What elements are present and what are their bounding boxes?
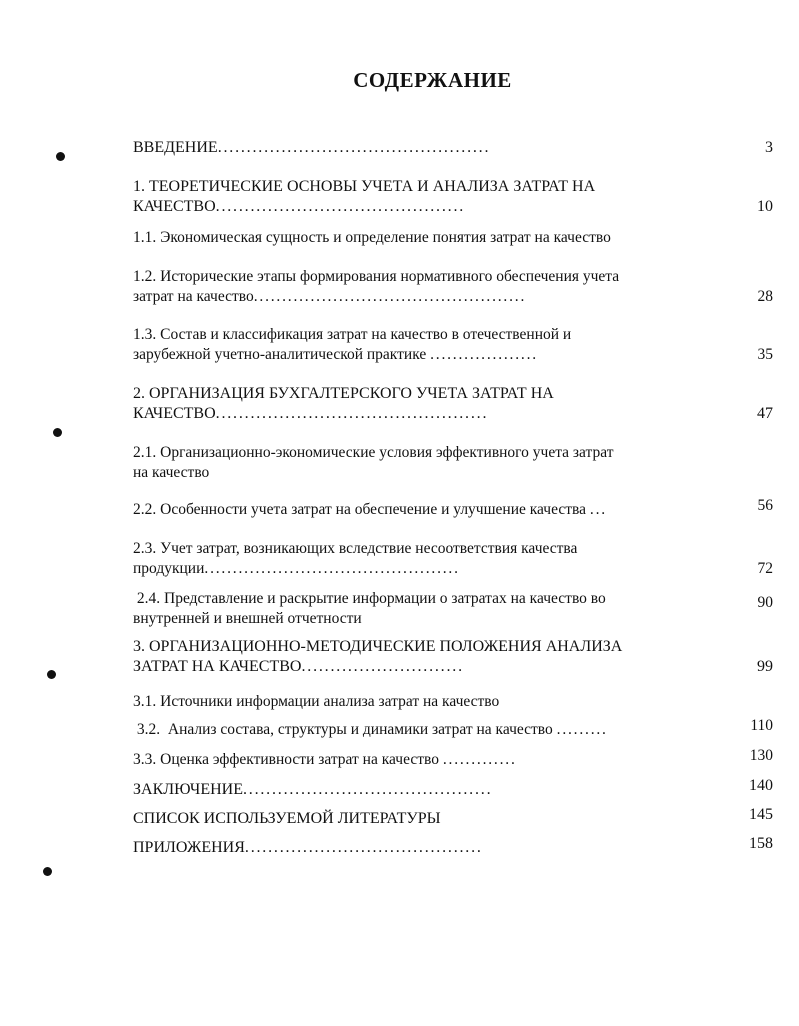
toc-leader-dots: ...............................................: [215, 405, 489, 422]
toc-entry-text-line1: 2.4. Представление и раскрытие информации о затратах на качество во: [133, 590, 606, 607]
toc-entry-chapter-1: [133, 177, 773, 217]
toc-leader-dots: ...........................................: [215, 198, 466, 215]
toc-entry-text: 3.1. Источники информации анализа затрат на качество: [133, 693, 500, 710]
toc-page-number: 110: [750, 717, 773, 734]
toc-entry-section-2-2: [133, 497, 773, 520]
toc-page-number: 35: [757, 346, 773, 363]
toc-entry-text-line1: 1.2. Исторические этапы формирования нормативного обеспечения учета: [133, 268, 620, 285]
toc-leader-dots: ...........................................: [242, 781, 493, 798]
toc-page-number: 99: [757, 658, 773, 675]
toc-entry-text: 2.2. Особенности учета затрат на обеспечение и улучшение качества: [133, 501, 587, 518]
punch-hole-mark: [56, 152, 65, 161]
toc-page-number: 10: [757, 198, 773, 215]
toc-leader-dots: ...................: [430, 346, 538, 363]
toc-entry-text-line1: 2.3. Учет затрат, возникающих вследствие несоответствия качества: [133, 540, 578, 557]
toc-entry-text-line1: 2.1. Организационно-экономические условия эффективного учета затрат: [133, 444, 614, 461]
toc-entry-section-2-1: [133, 443, 773, 483]
toc-entry-section-1-1: [133, 228, 773, 248]
toc-entry-text: ПРИЛОЖЕНИЯ: [133, 839, 245, 856]
toc-entry-text: ЗАТРАТ НА КАЧЕСТВО: [133, 658, 302, 675]
toc-leader-dots: .............................................: [204, 560, 460, 577]
toc-entry-section-2-4: [133, 589, 773, 629]
toc-entry-text-line1: 3. ОРГАНИЗАЦИОННО-МЕТОДИЧЕСКИЕ ПОЛОЖЕНИЯ АНАЛИЗА: [133, 638, 623, 655]
toc-entry-section-1-2: [133, 267, 773, 307]
toc-entry-section-1-3: [133, 325, 773, 365]
toc-page-number: 56: [757, 497, 773, 514]
toc-entry-conclusion: [133, 777, 773, 800]
toc-entry-text: СПИСОК ИСПОЛЬЗУЕМОЙ ЛИТЕРАТУРЫ: [133, 810, 441, 827]
punch-hole-mark: [47, 670, 56, 679]
toc-page-number: 3: [765, 139, 773, 156]
toc-entry-section-3-3: [133, 747, 773, 770]
toc-page-number: 72: [757, 560, 773, 577]
toc-entry-text-line1: 1. ТЕОРЕТИЧЕСКИЕ ОСНОВЫ УЧЕТА И АНАЛИЗА ЗАТРАТ НА: [133, 178, 596, 195]
toc-entry-text: КАЧЕСТВО: [133, 405, 216, 422]
toc-entry-text: продукции: [133, 560, 205, 577]
toc-entry-section-3-2: [133, 717, 773, 740]
toc-entry-section-2-3: [133, 539, 773, 579]
toc-page-number: 28: [757, 288, 773, 305]
toc-leader-dots: ...............................................: [217, 139, 491, 156]
toc-entry-section-3-1: [133, 692, 773, 712]
toc-entry-text: внутренней и внешней отчетности: [133, 610, 362, 627]
toc-entry-text: затрат на качество: [133, 288, 254, 305]
page-title: СОДЕРЖАНИЕ: [353, 68, 512, 92]
toc-entry-bibliography: [133, 806, 773, 829]
punch-hole-mark: [43, 867, 52, 876]
toc-entry-text: 3.3. Оценка эффективности затрат на качество: [133, 751, 439, 768]
toc-entry-chapter-2: [133, 384, 773, 424]
toc-leader-dots: .........: [556, 721, 608, 738]
toc-entry-text-line1: 2. ОРГАНИЗАЦИЯ БУХГАЛТЕРСКОГО УЧЕТА ЗАТРАТ НА: [133, 385, 554, 402]
toc-page-number: 47: [757, 405, 773, 422]
toc-page-number: 145: [749, 806, 773, 823]
toc-entry-introduction: [133, 138, 773, 158]
toc-entry-text: КАЧЕСТВО: [133, 198, 216, 215]
toc-entry-appendices: [133, 835, 773, 858]
toc-page-number: 130: [749, 747, 773, 764]
toc-entry-chapter-3: [133, 637, 773, 677]
toc-leader-dots: .........................................: [244, 839, 483, 856]
toc-entry-text: 3.2. Анализ состава, структуры и динамики затрат на качество: [133, 721, 553, 738]
toc-leader-dots: ................................................: [253, 288, 527, 305]
toc-entry-text: 1.1. Экономическая сущность и определение понятия затрат на качество: [133, 229, 611, 246]
toc-entry-text: на качество: [133, 464, 210, 481]
toc-leader-dots: ............................: [301, 658, 464, 675]
toc-entry-text: зарубежной учетно-аналитической практике: [133, 346, 427, 363]
toc-entry-text: ЗАКЛЮЧЕНИЕ: [133, 781, 243, 798]
toc-entry-text: ВВЕДЕНИЕ: [133, 139, 218, 156]
toc-leader-dots: ...: [589, 501, 607, 518]
toc-leader-dots: .............: [442, 751, 517, 768]
toc-entry-text-line1: 1.3. Состав и классификация затрат на качество в отечественной и: [133, 326, 572, 343]
toc-page-number: 158: [749, 835, 773, 852]
toc-page-number: 90: [757, 594, 773, 611]
punch-hole-mark: [53, 428, 62, 437]
toc-page-number: 140: [749, 777, 773, 794]
